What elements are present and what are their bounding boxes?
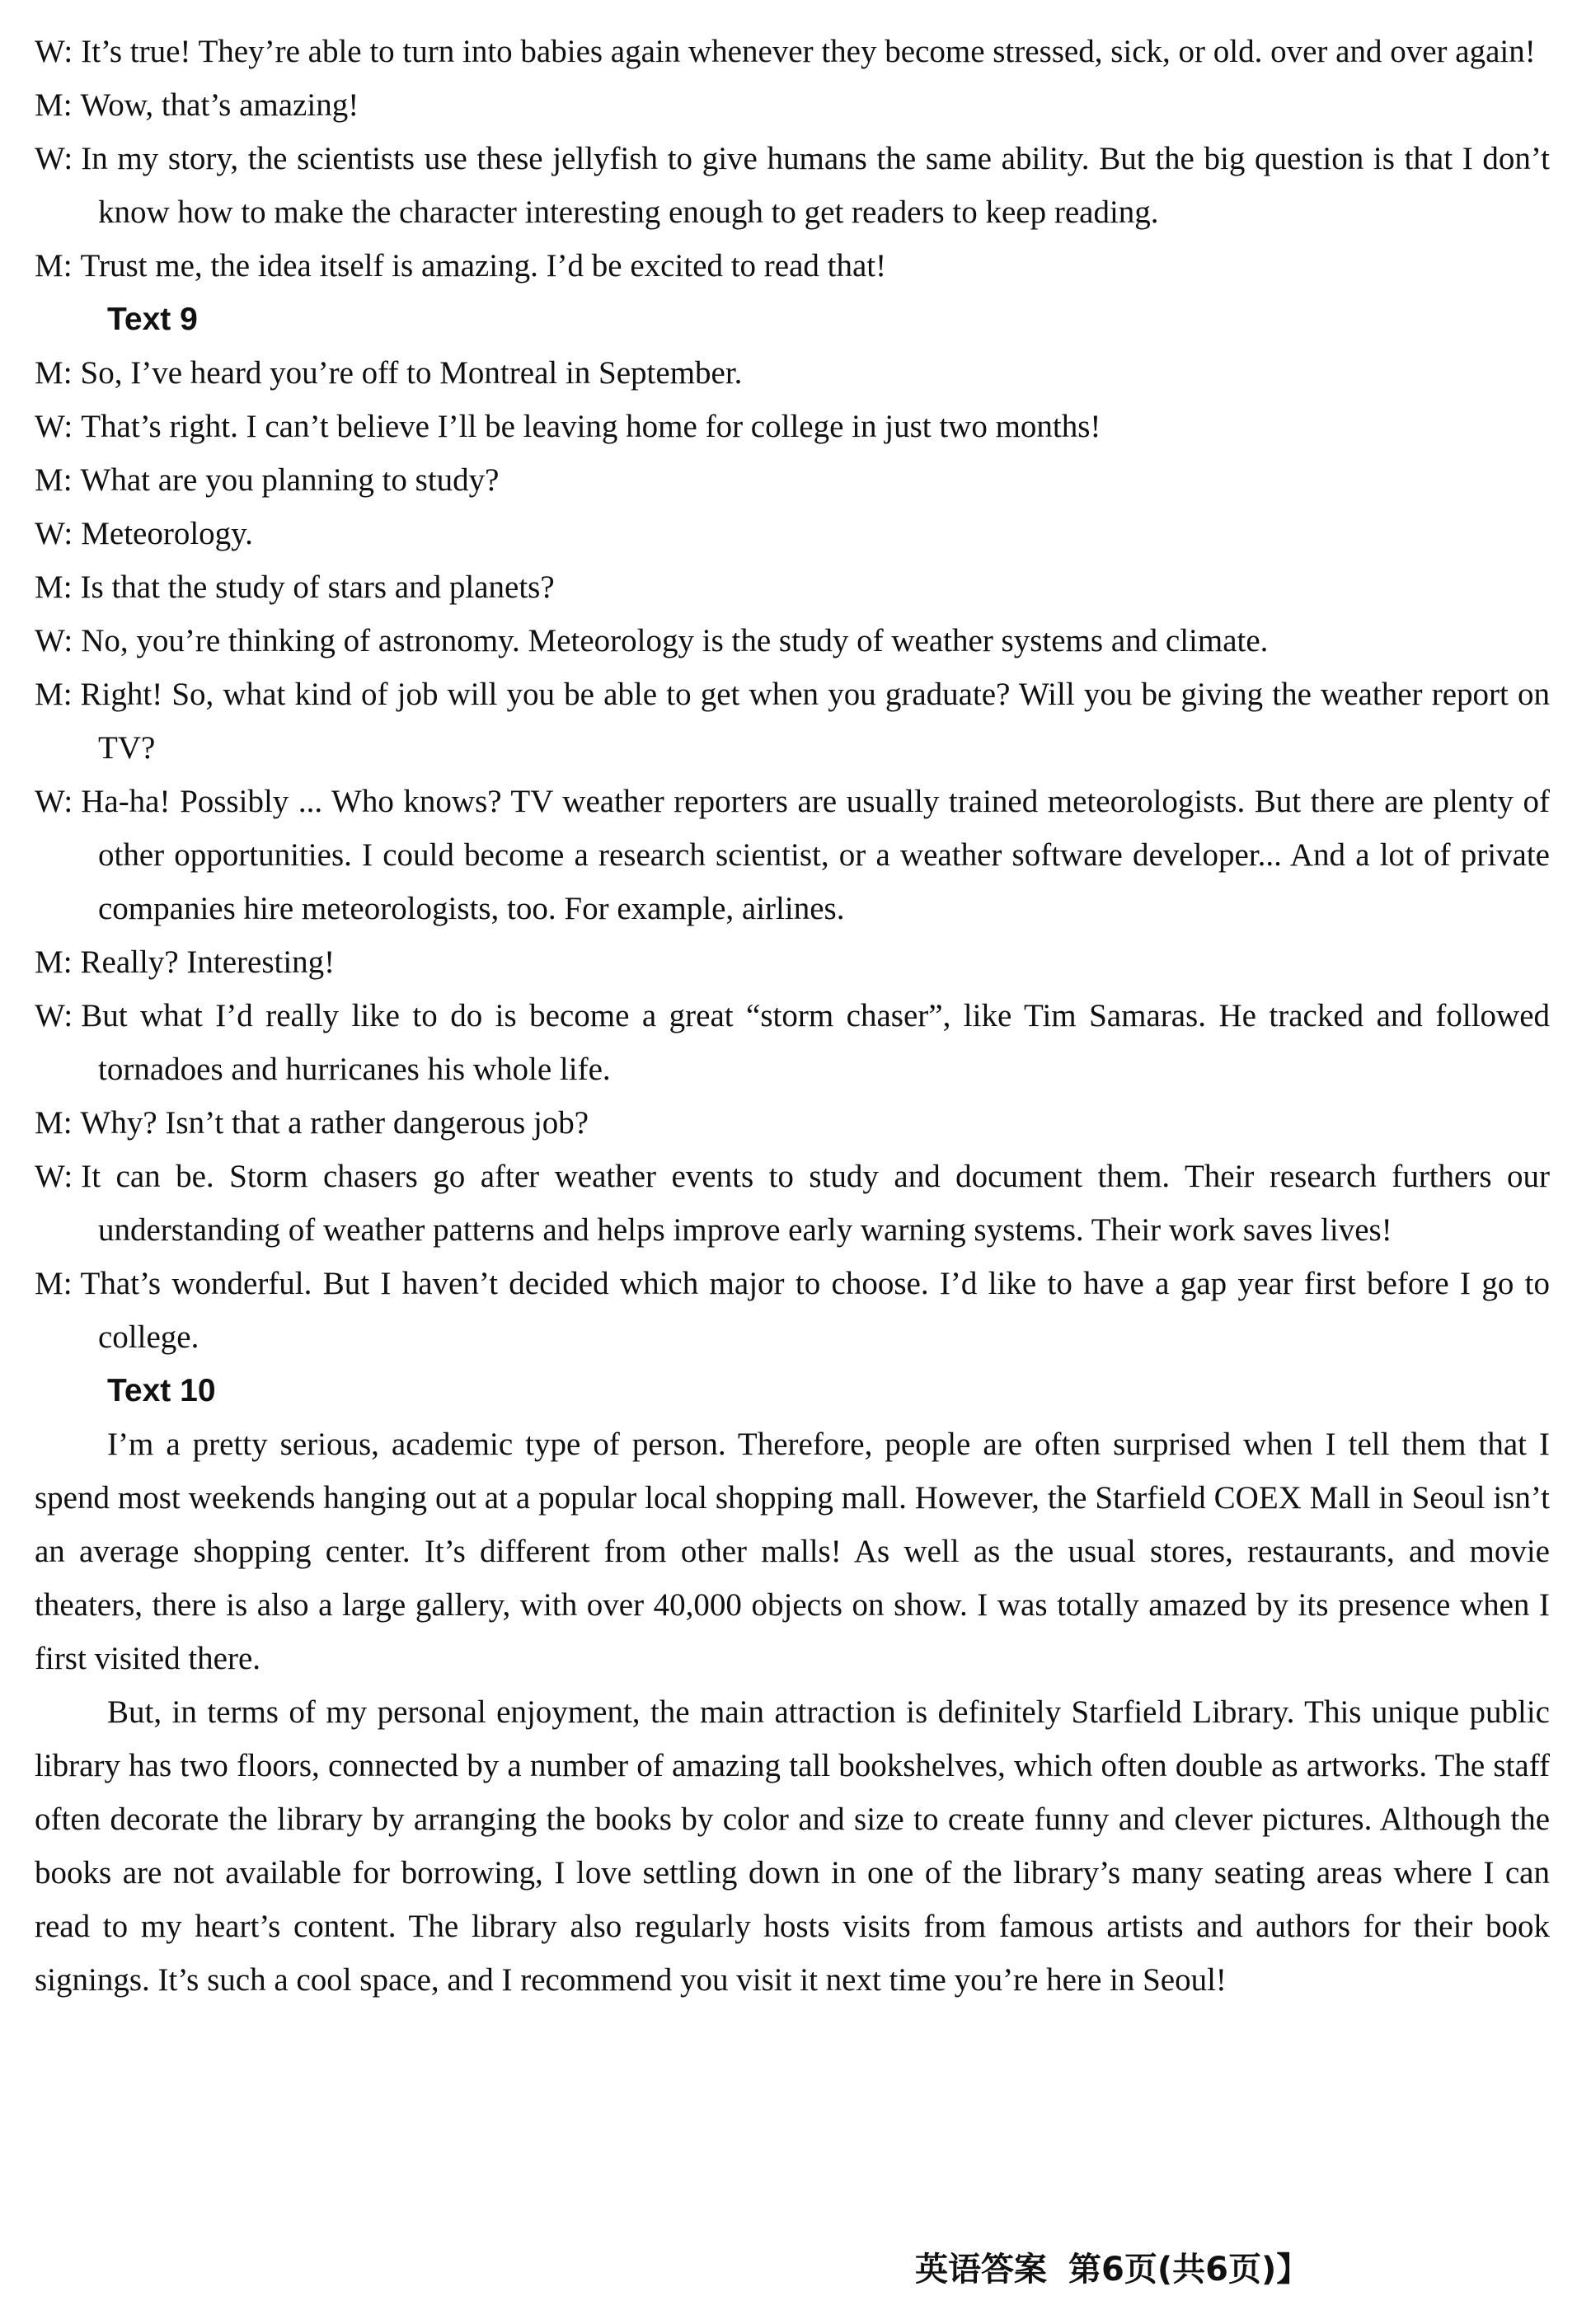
speaker-separator: : [63, 355, 73, 391]
text9-dialogue [35, 346, 1550, 1364]
speaker-separator: : [63, 516, 73, 551]
speaker: W [35, 1159, 64, 1194]
speaker: W [35, 409, 64, 444]
utterance: That’s right. I can’t believe I’ll be leaving home for college in just two months! [81, 409, 1101, 444]
dialogue-line [35, 1096, 1550, 1150]
utterance: Wow, that’s amazing! [80, 87, 359, 123]
paragraph: But, in terms of my personal enjoyment, the main attraction is definitely Starfield Library. This unique public library has two floors, connected by a number of amazing tall bookshelves, which often double as artworks. The staff often decorate the library by arranging the books by color and size to create funny and clever pictures. Although the books are not available for borrowing, I love settling down in one of the library’s many seating areas where I can read to my heart’s content. The library also regularly hosts visits from famous artists and authors for their book signings. It’s such a cool space, and I recommend you visit it next time you’re here in Seoul! [35, 1694, 1550, 1998]
speaker: M [35, 248, 63, 283]
speaker: W [35, 516, 64, 551]
speaker: M [35, 1105, 63, 1141]
speaker: M [35, 462, 63, 498]
speaker-separator: : [63, 248, 73, 283]
utterance: Trust me, the idea itself is amazing. I’d be excited to read that! [80, 248, 887, 283]
dialogue-line [35, 935, 1550, 989]
dialogue-line [35, 78, 1550, 132]
dialogue-line [35, 1150, 1550, 1257]
speaker-separator: : [63, 998, 73, 1033]
speaker: W [35, 998, 64, 1033]
speaker-separator: : [63, 1105, 73, 1141]
utterance: In my story, the scientists use these jellyfish to give humans the same ability. But the big question is that I don’t know how to make the character interesting enough to get readers to keep reading. [81, 141, 1550, 230]
speaker-separator: : [63, 462, 73, 498]
utterance: It can be. Storm chasers go after weather events to study and document them. Their research furthers our understanding of weather patterns and helps improve early warning systems. Their work saves lives! [81, 1159, 1550, 1248]
speaker-separator: : [63, 1266, 73, 1301]
dialogue-line [35, 453, 1550, 507]
paragraph: I’m a pretty serious, academic type of person. Therefore, people are often surprised when I tell them that I spend most weekends hanging out at a popular local shopping mall. However, the Starfield COEX Mall in Seoul isn’t an average shopping center. It’s different from other malls! As well as the usual stores, restaurants, and movie theaters, there is also a large gallery, with over 40,000 objects on show. I was totally amazed by its presence when I first visited there. [35, 1427, 1550, 1676]
speaker: M [35, 87, 63, 123]
utterance: Why? Isn’t that a rather dangerous job? [80, 1105, 589, 1141]
dialogue-line [35, 346, 1550, 400]
utterance: Meteorology. [81, 516, 253, 551]
speaker: W [35, 141, 64, 176]
document-page [35, 25, 1550, 2007]
speaker: M [35, 677, 63, 712]
speaker: W [35, 784, 64, 819]
speaker-separator: : [63, 623, 73, 658]
utterance: What are you planning to study? [80, 462, 500, 498]
dialogue-line [35, 507, 1550, 560]
dialogue-line [35, 25, 1550, 78]
speaker-separator: : [63, 141, 73, 176]
utterance: But what I’d really like to do is become a great “storm chaser”, like Tim Samaras. He tracked and followed tornadoes and hurricanes his whole life. [81, 998, 1550, 1087]
utterance: Really? Interesting! [80, 944, 336, 980]
utterance: Right! So, what kind of job will you be able to get when you graduate? Will you be giving the weather report on TV? [80, 677, 1550, 766]
speaker: M [35, 944, 63, 980]
utterance: So, I’ve heard you’re off to Montreal in September. [80, 355, 743, 391]
page-footer [915, 2248, 1309, 2291]
utterance: That’s wonderful. But I haven’t decided which major to choose. I’d like to have a gap year first before I go to college. [80, 1266, 1550, 1355]
utterance: No, you’re thinking of astronomy. Meteorology is the study of weather systems and climate. [81, 623, 1269, 658]
dialogue-block-continued [35, 25, 1550, 293]
dialogue-line [35, 132, 1550, 239]
dialogue-line [35, 400, 1550, 453]
speaker: W [35, 34, 64, 69]
dialogue-line [35, 775, 1550, 935]
text10-passage [35, 1417, 1550, 2007]
utterance: Ha-ha! Possibly ... Who knows? TV weather reporters are usually trained meteorologists. But there are plenty of other opportunities. I could become a research scientist, or a weather software developer... And a lot of private companies hire meteorologists, too. For example, airlines. [81, 784, 1550, 926]
speaker: M [35, 1266, 63, 1301]
speaker-separator: : [63, 944, 73, 980]
dialogue-line [35, 614, 1550, 668]
dialogue-line [35, 239, 1550, 293]
dialogue-line [35, 1257, 1550, 1364]
speaker-separator: : [63, 409, 73, 444]
speaker-separator: : [63, 677, 73, 712]
dialogue-line [35, 560, 1550, 614]
utterance: Is that the study of stars and planets? [80, 569, 555, 605]
text10-heading: Text 10 [107, 1373, 216, 1408]
speaker: M [35, 569, 63, 605]
footer-subject: 英语答案 [915, 2251, 1047, 2289]
speaker-separator: : [63, 569, 73, 605]
speaker-separator: : [63, 34, 73, 69]
text9-heading: Text 9 [107, 302, 198, 337]
speaker: W [35, 623, 64, 658]
footer-page-number: 第6页(共6页)】 [1068, 2251, 1310, 2289]
dialogue-line [35, 668, 1550, 775]
dialogue-line [35, 989, 1550, 1096]
speaker-separator: : [63, 1159, 73, 1194]
speaker-separator: : [63, 87, 73, 123]
speaker-separator: : [63, 784, 73, 819]
speaker: M [35, 355, 63, 391]
utterance: It’s true! They’re able to turn into babies again whenever they become stressed, sick, or old. over and over again! [81, 34, 1536, 69]
